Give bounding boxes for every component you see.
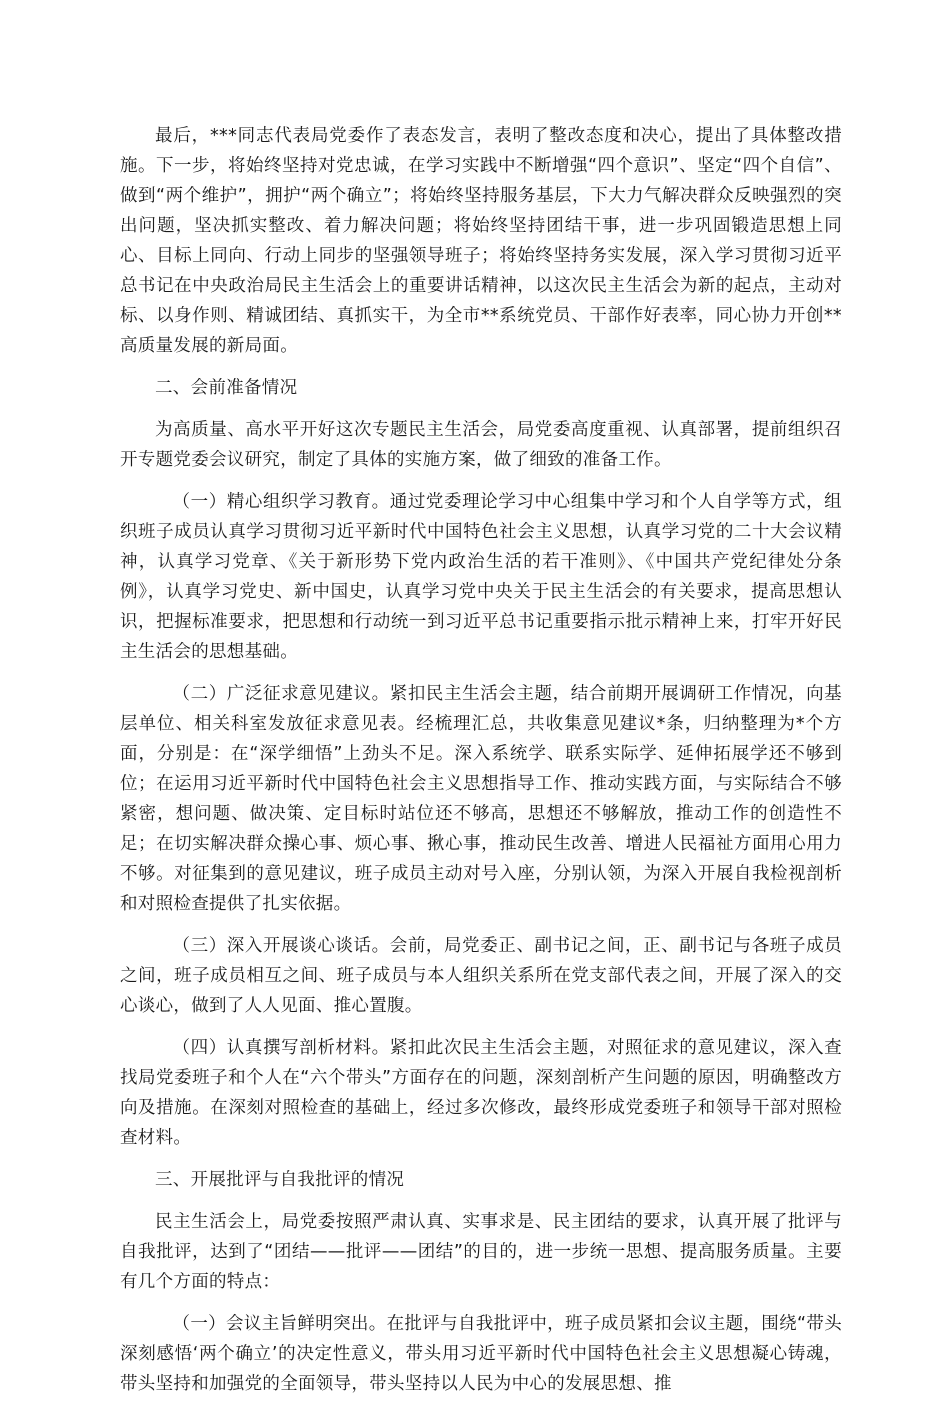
- section-heading-criticism: 三、开展批评与自我批评的情况: [155, 1170, 405, 1190]
- paragraph-solicit-opinions: （二）广泛征求意见建议。紧扣民主生活会主题，结合前期开展调研工作情况，向基层单位、相关科室发放征求意见表。经梳理汇总，共收集意见建议*条，归纳整理为*个方面，分别是：在“深学细悟”上劲头不足。深入系统学、联系实际学、延伸拓展学还不够到位；在运用习近平新时代中国特色社会主义思想指导工作、推动实践方面，与实际结合不够紧密，想问题、做决策、定目标时站位还不够高，思想还不够解放，推动工作的创造性不足；在切实解决群众操心事、烦心事、揪心事，推动民生改善、增进人民福祉方面用心用力不够。对征集到的意见建议，班子成员主动对号入座，分别认领，为深入开展自我检视剖析和对照检查提供了扎实依据。: [120, 684, 842, 914]
- paragraph-preparation-intro: 为高质量、高水平开好这次专题民主生活会，局党委高度重视、认真部署，提前组织召开专题党委会议研究，制定了具体的实施方案，做了细致的准备工作。: [120, 420, 842, 470]
- paragraph-commitment: 最后，***同志代表局党委作了表态发言，表明了整改态度和决心，提出了具体整改措施。下一步，将始终坚持对党忠诚，在学习实践中不断增强“四个意识”、坚定“四个自信”、做到“两个维护”，拥护“两个确立”；将始终坚持服务基层，下大力气解决群众反映强烈的突出问题，坚决抓实整改、着力解决问题；将始终坚持团结干事，进一步巩固锻造思想上同心、目标上同向、行动上同步的坚强领导班子；将始终坚持务实发展，深入学习贯彻习近平总书记在中央政治局民主生活会上的重要讲话精神，以这次民主生活会为新的起点，主动对标、以身作则、精诚团结、真抓实干，为全市**系统党员、干部作好表率，同心协力开创**高质量发展的新局面。: [120, 126, 842, 356]
- paragraph-heart-talks: （三）深入开展谈心谈话。会前，局党委正、副书记之间，正、副书记与各班子成员之间，班子成员相互之间、班子成员与本人组织关系所在党支部代表之间，开展了深入的交心谈心，做到了人人见面、推心置腹。: [120, 936, 842, 1016]
- paragraph-meeting-theme: （一）会议主旨鲜明突出。在批评与自我批评中，班子成员紧扣会议主题，围绕“带头深刻感悟‘两个确立’的决定性意义，带头用习近平新时代中国特色社会主义思想凝心铸魂，带头坚持和加强党的全面领导，带头坚持以人民为中心的发展思想、推: [120, 1314, 842, 1394]
- document-body: [120, 121, 842, 1411]
- paragraph-analysis-materials: （四）认真撰写剖析材料。紧扣此次民主生活会主题，对照征求的意见建议，深入查找局党委班子和个人在“六个带头”方面存在的问题，深刻剖析产生问题的原因，明确整改方向及措施。在深刻对照检查的基础上，经过多次修改，最终形成党委班子和领导干部对照检查材料。: [120, 1038, 842, 1148]
- paragraph-criticism-intro: 民主生活会上，局党委按照严肃认真、实事求是、民主团结的要求，认真开展了批评与自我批评，达到了“团结——批评——团结”的目的，进一步统一思想、提高服务质量。主要有几个方面的特点：: [120, 1212, 842, 1292]
- paragraph-study-education: （一）精心组织学习教育。通过党委理论学习中心组集中学习和个人自学等方式，组织班子成员认真学习贯彻习近平新时代中国特色社会主义思想，认真学习党的二十大会议精神，认真学习党章、《关于新形势下党内政治生活的若干准则》、《中国共产党纪律处分条例》，认真学习党史、新中国史，认真学习党中央关于民主生活会的有关要求，提高思想认识，把握标准要求，把思想和行动统一到习近平总书记重要指示批示精神上来，打牢开好民主生活会的思想基础。: [120, 492, 842, 662]
- section-heading-preparation: 二、会前准备情况: [155, 378, 298, 398]
